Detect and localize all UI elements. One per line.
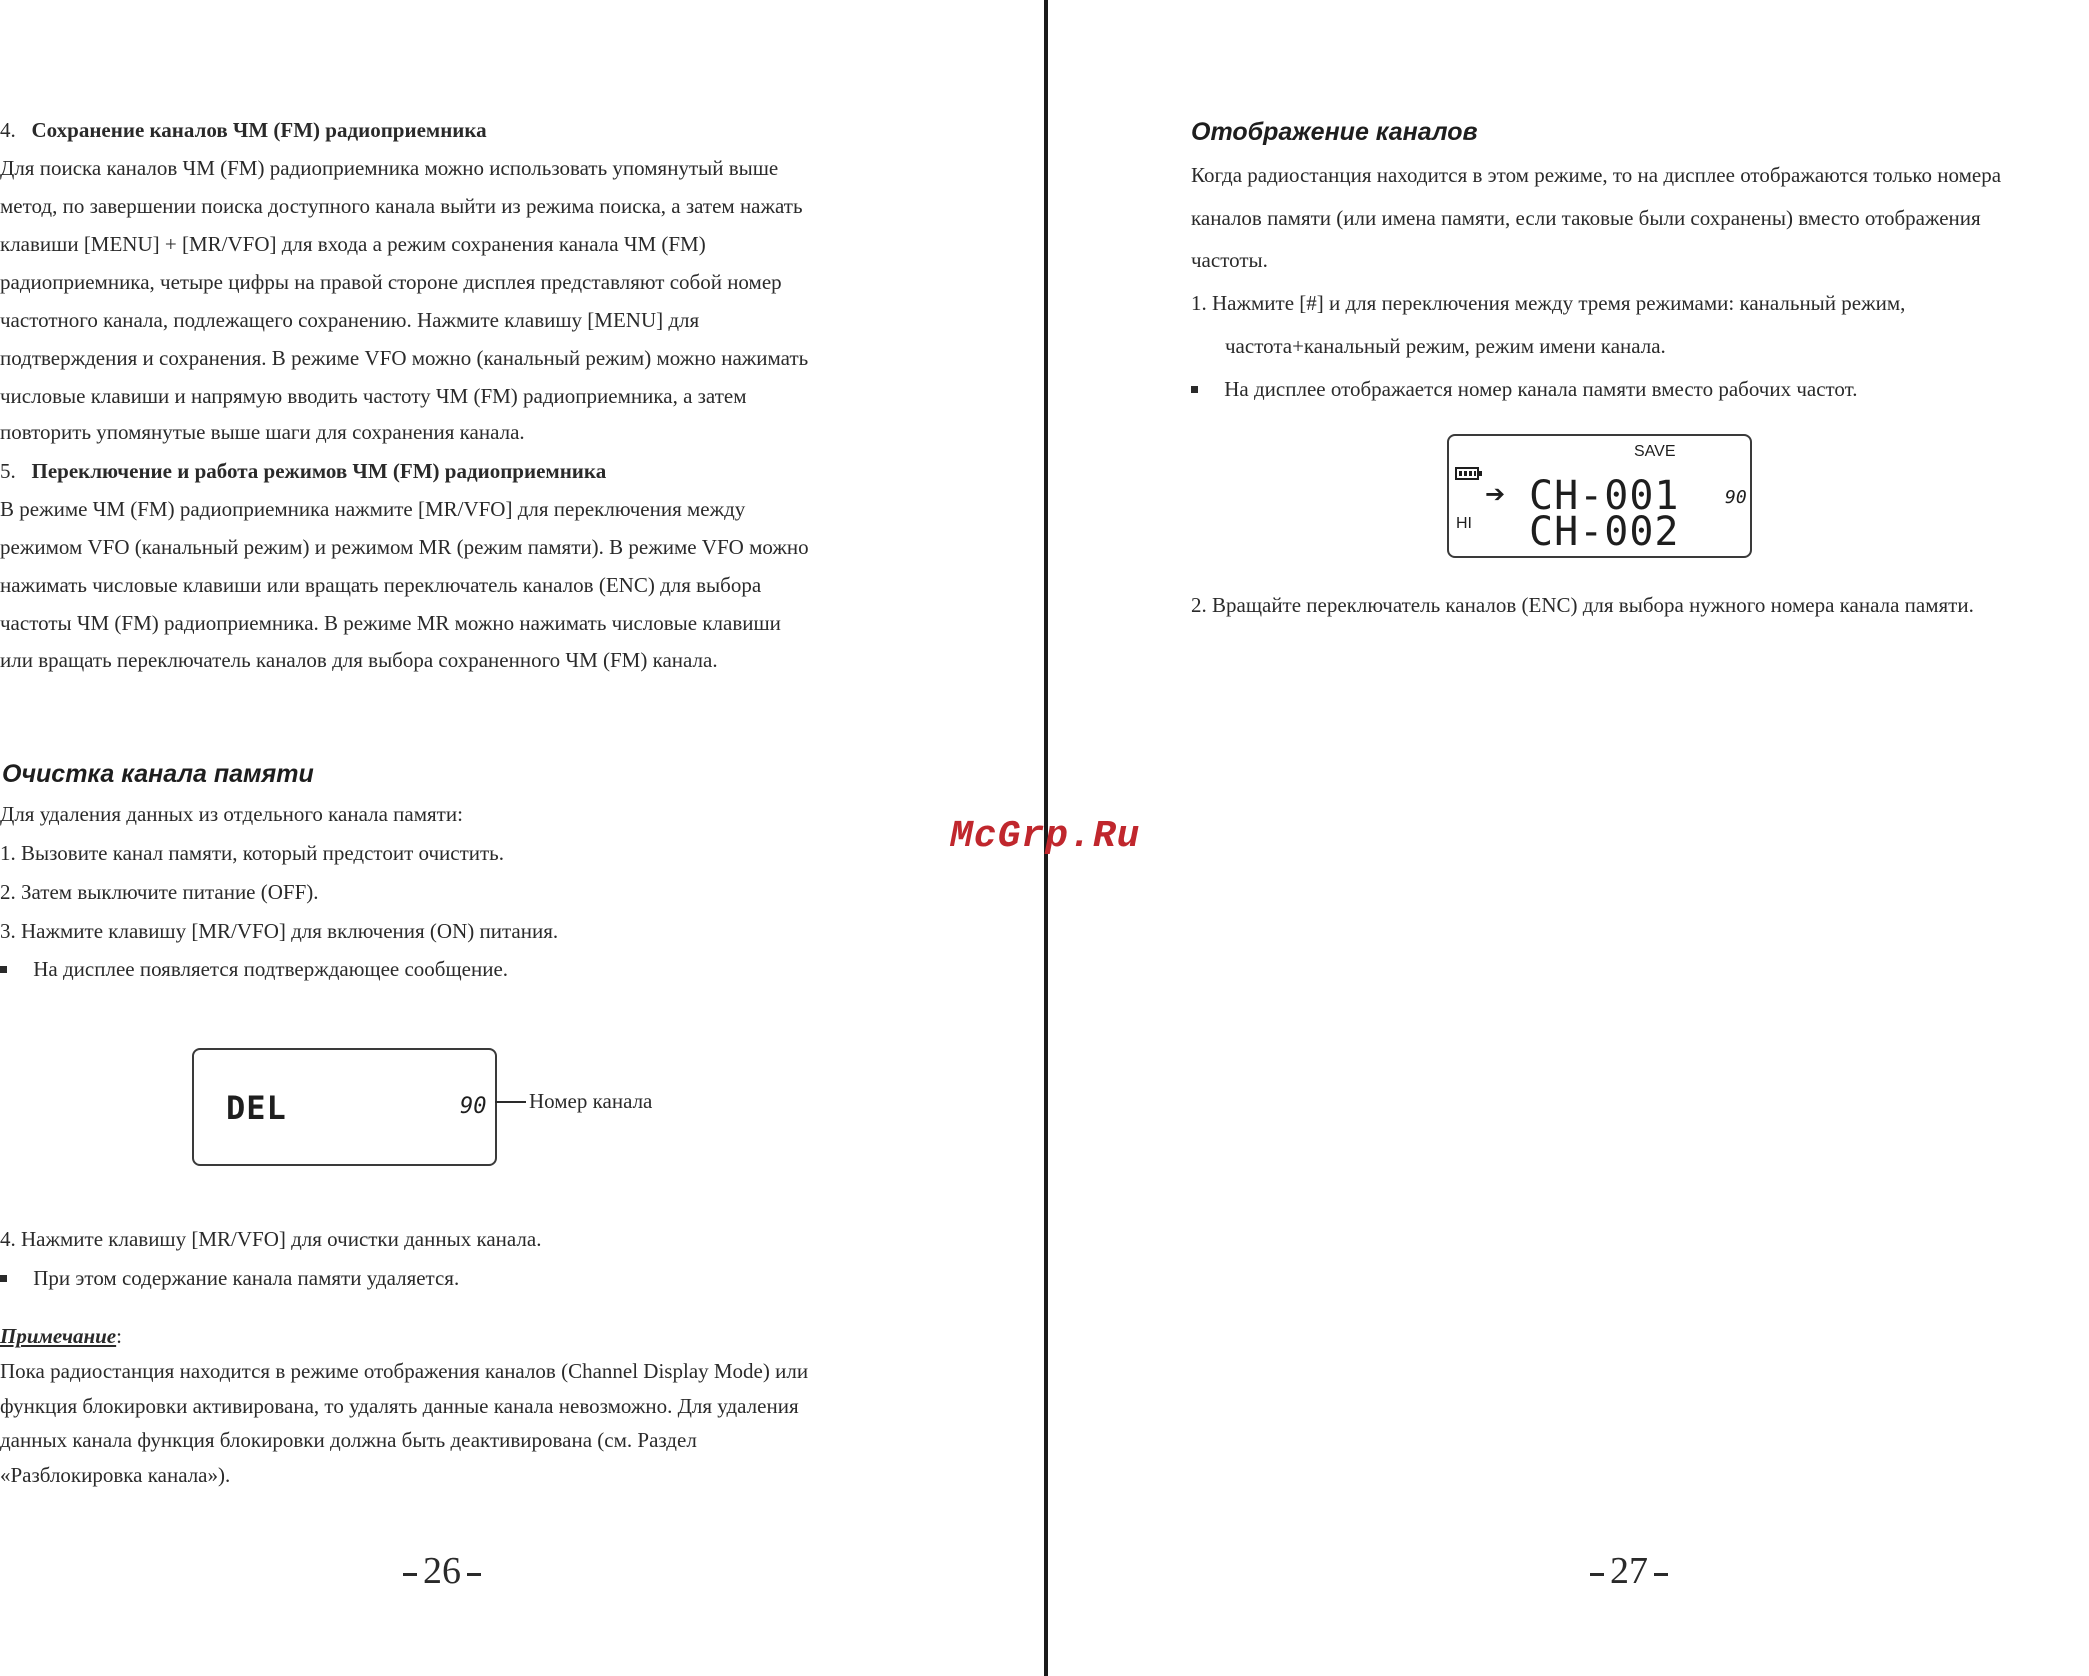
clear-bullet-2-text: При этом содержание канала памяти удаляется. [33,1266,460,1290]
page-number-left-value: 26 [423,1550,461,1592]
note-heading [0,1326,122,1347]
callout-label: Номер канала [529,1089,653,1113]
item4-line: Для поиска каналов ЧМ (FM) радиоприемника можно использовать упомянутый выше [0,156,779,180]
bullet-icon [1191,386,1198,393]
clear-bullet-1 [0,959,508,980]
note-label: Примечание [0,1324,117,1348]
bullet-icon [0,1275,7,1282]
callout-line [495,1101,526,1103]
item4-line: метод, по завершении поиска доступного канала выйти из режима поиска, а затем нажать [0,194,803,218]
right-intro-line: каналов памяти (или имена памяти, если таковые были сохранены) вместо отображения [1191,206,1981,230]
watermark: McGrp.Ru [950,815,1141,858]
note-line: данных канала функция блокировки должна быть деактивирована (см. Раздел [0,1428,697,1452]
bullet-icon [0,966,7,973]
lcd-channel-number: 90 [1725,487,1747,508]
right-bullet [1191,379,1858,400]
item5-line: режимом VFO (канальный режим) и режимом MR (режим памяти). В режиме VFO можно [0,535,809,559]
lcd-channel-display [1447,434,1752,558]
item5-line: нажимать числовые клавиши или вращать переключатель каналов (ENC) для выбора [0,573,762,597]
right-step1-line: частота+канальный режим, режим имени канала. [1225,334,1666,358]
lcd-del-display [192,1048,497,1166]
clear-step: 3. Нажмите клавишу [MR/VFO] для включения (ON) питания. [0,919,559,943]
clear-bullet-2 [0,1268,459,1289]
clear-step: 1. Вызовите канал памяти, который предстоит очистить. [0,841,504,865]
page-number-left [403,1552,481,1590]
lcd-channel-number: 90 [460,1094,487,1119]
item4-line: числовые клавиши и напрямую вводить частоту ЧМ (FM) радиоприемника, а затем [0,384,747,408]
item4-heading [0,120,487,141]
item5-line: частоты ЧМ (FM) радиоприемника. В режиме MR можно нажимать числовые клавиши [0,611,781,635]
page-number-right-value: 27 [1610,1550,1648,1592]
clear-intro: Для удаления данных из отдельного канала памяти: [0,802,463,826]
note-line: «Разблокировка канала»). [0,1463,231,1487]
item4-line: радиоприемника, четыре цифры на правой стороне дисплея представляют собой номер [0,270,782,294]
item4-line: частотного канала, подлежащего сохранению. Нажмите клавишу [MENU] для [0,308,700,332]
battery-icon [1455,467,1479,480]
note-colon: : [116,1324,122,1348]
item4-line: клавиши [MENU] + [MR/VFO] для входа а режим сохранения канала ЧМ (FM) [0,232,706,256]
clear-bullet-1-text: На дисплее появляется подтверждающее сообщение. [33,957,509,981]
item5-heading [0,461,606,482]
right-intro-line: частоты. [1191,248,1268,272]
item5-number: 5. [0,459,16,483]
right-step2: 2. Вращайте переключатель каналов (ENC) для выбора нужного номера канала памяти. [1191,593,1974,617]
lcd-del-text: DEL [226,1089,287,1127]
right-intro-line: Когда радиостанция находится в этом режиме, то на дисплее отображаются только номера [1191,163,2002,187]
channel-display-heading: Отображение каналов [1191,118,1478,146]
lcd-channel-line-2: CH-002 [1529,509,1680,555]
page-dash [467,1573,481,1576]
lcd-save-label: SAVE [1634,443,1676,460]
item5-line: или вращать переключатель каналов для выбора сохраненного ЧМ (FM) канала. [0,648,718,672]
page-dash [403,1573,417,1576]
note-line: функция блокировки активирована, то удалять данные канала невозможно. Для удаления [0,1394,799,1418]
clear-step-4: 4. Нажмите клавишу [MR/VFO] для очистки данных канала. [0,1227,542,1251]
item4-line: повторить упомянутые выше шаги для сохранения канала. [0,420,525,444]
lcd-channel-line-1: CH-001 [1529,473,1680,519]
arrow-right-icon: ➔ [1485,481,1506,508]
clear-section-heading: Очистка канала памяти [2,760,314,788]
item5-line: В режиме ЧМ (FM) радиоприемника нажмите [MR/VFO] для переключения между [0,497,746,521]
page-dash [1590,1573,1604,1576]
clear-step: 2. Затем выключите питание (OFF). [0,880,319,904]
page-dash [1654,1573,1668,1576]
item4-title: Сохранение каналов ЧМ (FM) радиоприемника [31,118,487,142]
item4-line: подтверждения и сохранения. В режиме VFO можно (канальный режим) можно нажимать [0,346,809,370]
right-step1-line: 1. Нажмите [#] и для переключения между тремя режимами: канальный режим, [1191,291,1906,315]
right-bullet-text: На дисплее отображается номер канала памяти вместо рабочих частот. [1224,377,1858,401]
item4-number: 4. [0,118,16,142]
page-number-right [1590,1552,1668,1590]
note-line: Пока радиостанция находится в режиме отображения каналов (Channel Display Mode) или [0,1359,809,1383]
item5-title: Переключение и работа режимов ЧМ (FM) радиоприемника [31,459,607,483]
lcd-hi-label: HI [1456,515,1472,532]
